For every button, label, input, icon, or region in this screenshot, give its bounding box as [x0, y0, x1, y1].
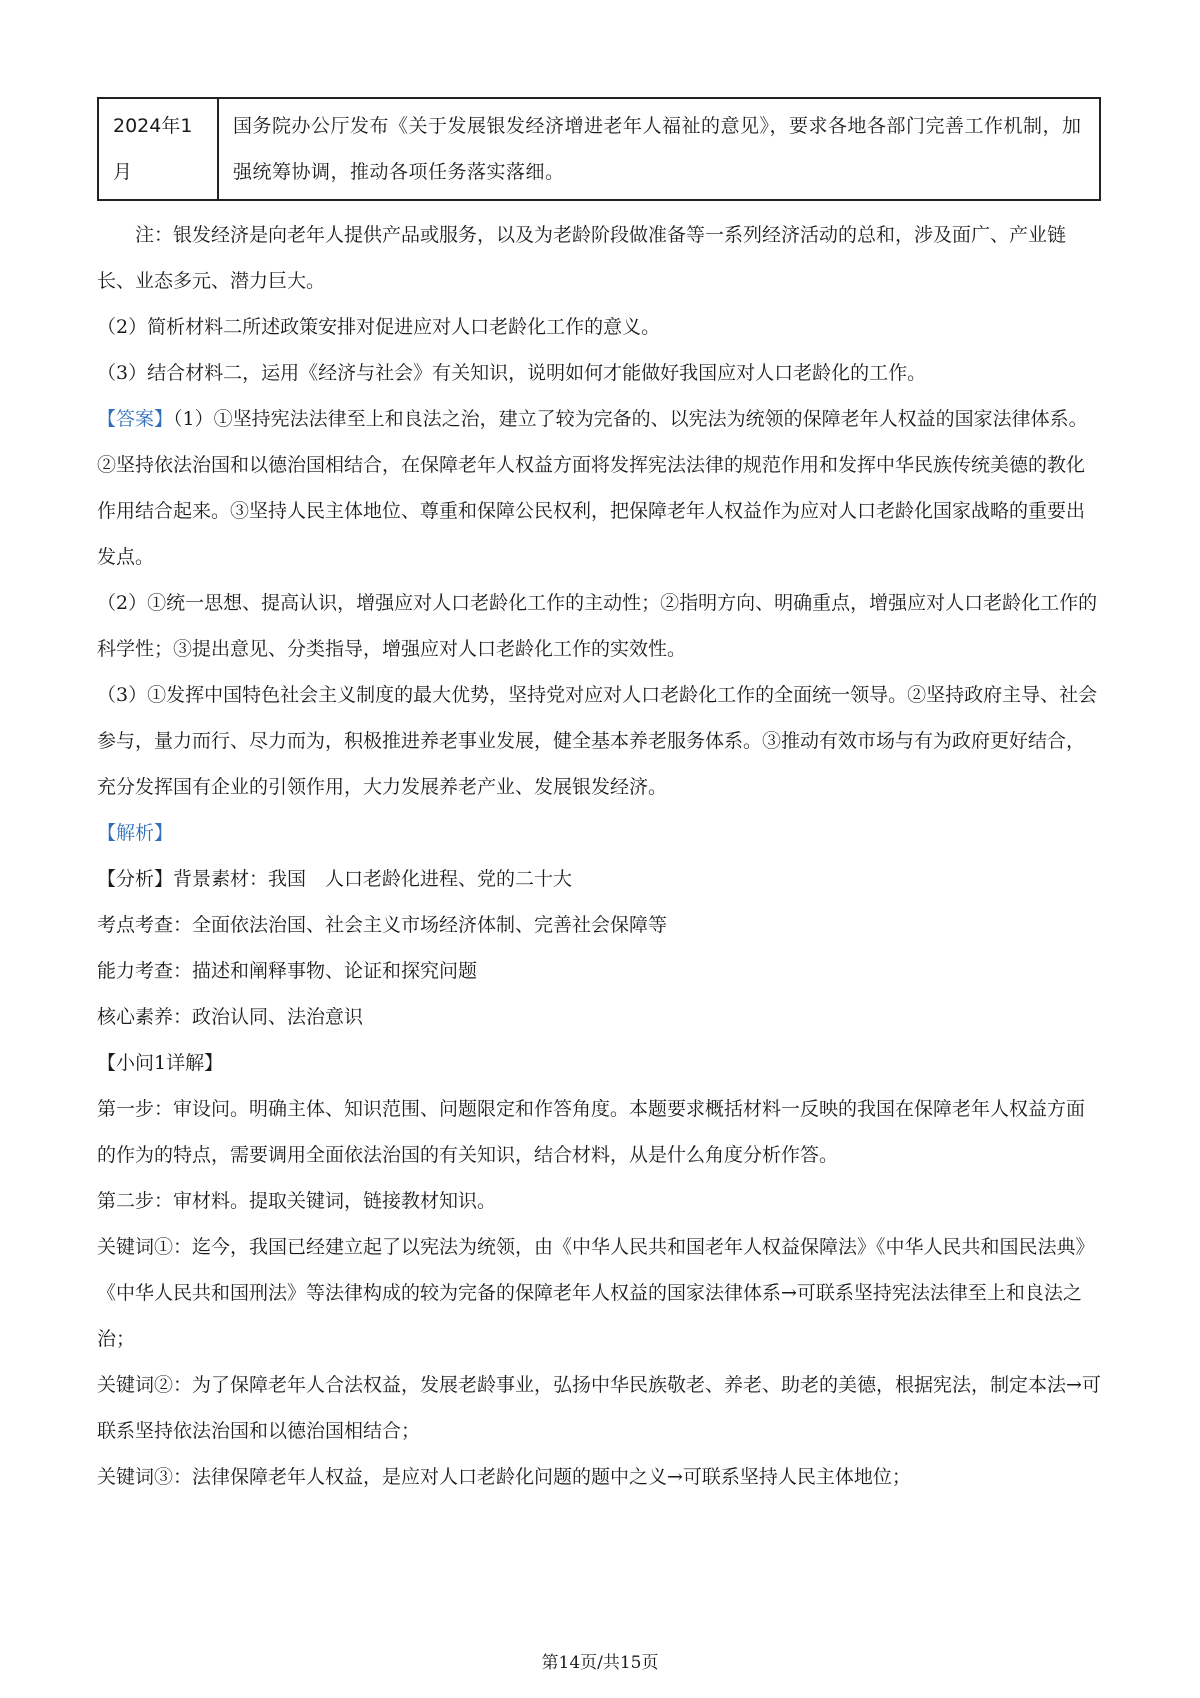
answer-part-1 — [97, 396, 1101, 580]
content-body — [97, 212, 1101, 1500]
analysis-line: 第一步：审设问。明确主体、知识范围、问题限定和作答角度。本题要求概括材料一反映的我国在保障老年人权益方面的作为的特点，需要调用全面依法治国的有关知识，结合材料，从是什么角度分析作答。 — [97, 1098, 1086, 1166]
analysis-line: 能力考查：描述和阐释事物、论证和探究问题 — [97, 960, 478, 982]
note-paragraph: 注：银发经济是向老年人提供产品或服务，以及为老龄阶段做准备等一系列经济活动的总和，涉及面广、产业链长、业态多元、潜力巨大。 — [97, 224, 1067, 292]
page-number: 第14页/共15页 — [541, 1653, 659, 1673]
table-cell-date: 2024年1月 — [98, 98, 218, 200]
analysis-line: 核心素养：政治认同、法治意识 — [97, 1006, 364, 1028]
answer-part-2: （2）①统一思想、提高认识，增强应对人口老龄化工作的主动性；②指明方向、明确重点，增强应对人口老龄化工作的科学性；③提出意见、分类指导，增强应对人口老龄化工作的实效性。 — [97, 592, 1098, 660]
answer-part-3: （3）①发挥中国特色社会主义制度的最大优势，坚持党对应对人口老龄化工作的全面统一领导。②坚持政府主导、社会参与，量力而行、尽力而为，积极推进养老事业发展，健全基本养老服务体系。③推动有效市场与有为政府更好结合，充分发挥国有企业的引领作用，大力发展养老产业、发展银发经济。 — [97, 684, 1098, 798]
answer-label: 【答案】 — [97, 408, 174, 430]
analysis-subheading: 【小问1详解】 — [97, 1052, 224, 1074]
analysis-line: 【分析】背景素材：我国 人口老龄化进程、党的二十大 — [97, 868, 573, 890]
keyword-1: 关键词①：迄今，我国已经建立起了以宪法为统领，由《中华人民共和国老年人权益保障法》《中华人民共和国民法典》《中华人民共和国刑法》等法律构成的较为完备的保障老年人权益的国家法律体系→可联系坚持宪法法律至上和良法之治； — [97, 1236, 1095, 1350]
policy-table — [97, 97, 1101, 201]
analysis-line: 第二步：审材料。提取关键词，链接教材知识。 — [97, 1190, 497, 1212]
keyword-3: 关键词③：法律保障老年人权益，是应对人口老龄化问题的题中之义→可联系坚持人民主体地位； — [97, 1466, 911, 1488]
analysis-line: 考点考查：全面依法治国、社会主义市场经济体制、完善社会保障等 — [97, 914, 668, 936]
answer-part-1-text: （1）①坚持宪法法律至上和良法之治，建立了较为完备的、以宪法为统领的保障老年人权益的国家法律体系。②坚持依法治国和以德治国相结合，在保障老年人权益方面将发挥宪法法律的规范作用和发挥中华民族传统美德的教化作用结合起来。③坚持人民主体地位、尊重和保障公民权利，把保障老年人权益作为应对人口老龄化国家战略的重要出发点。 — [97, 408, 1088, 568]
question-2: （2）简析材料二所述政策安排对促进应对人口老龄化工作的意义。 — [97, 316, 661, 338]
table-cell-event: 国务院办公厅发布《关于发展银发经济增进老年人福祉的意见》，要求各地各部门完善工作机制，加强统筹协调，推动各项任务落实落细。 — [218, 98, 1100, 200]
question-3: （3）结合材料二，运用《经济与社会》有关知识，说明如何才能做好我国应对人口老龄化的工作。 — [97, 362, 927, 384]
analysis-label: 【解析】 — [97, 822, 174, 844]
keyword-2: 关键词②：为了保障老年人合法权益，发展老龄事业，弘扬中华民族敬老、养老、助老的美德，根据宪法，制定本法→可联系坚持依法治国和以德治国相结合； — [97, 1374, 1101, 1442]
table-row — [98, 98, 1100, 200]
